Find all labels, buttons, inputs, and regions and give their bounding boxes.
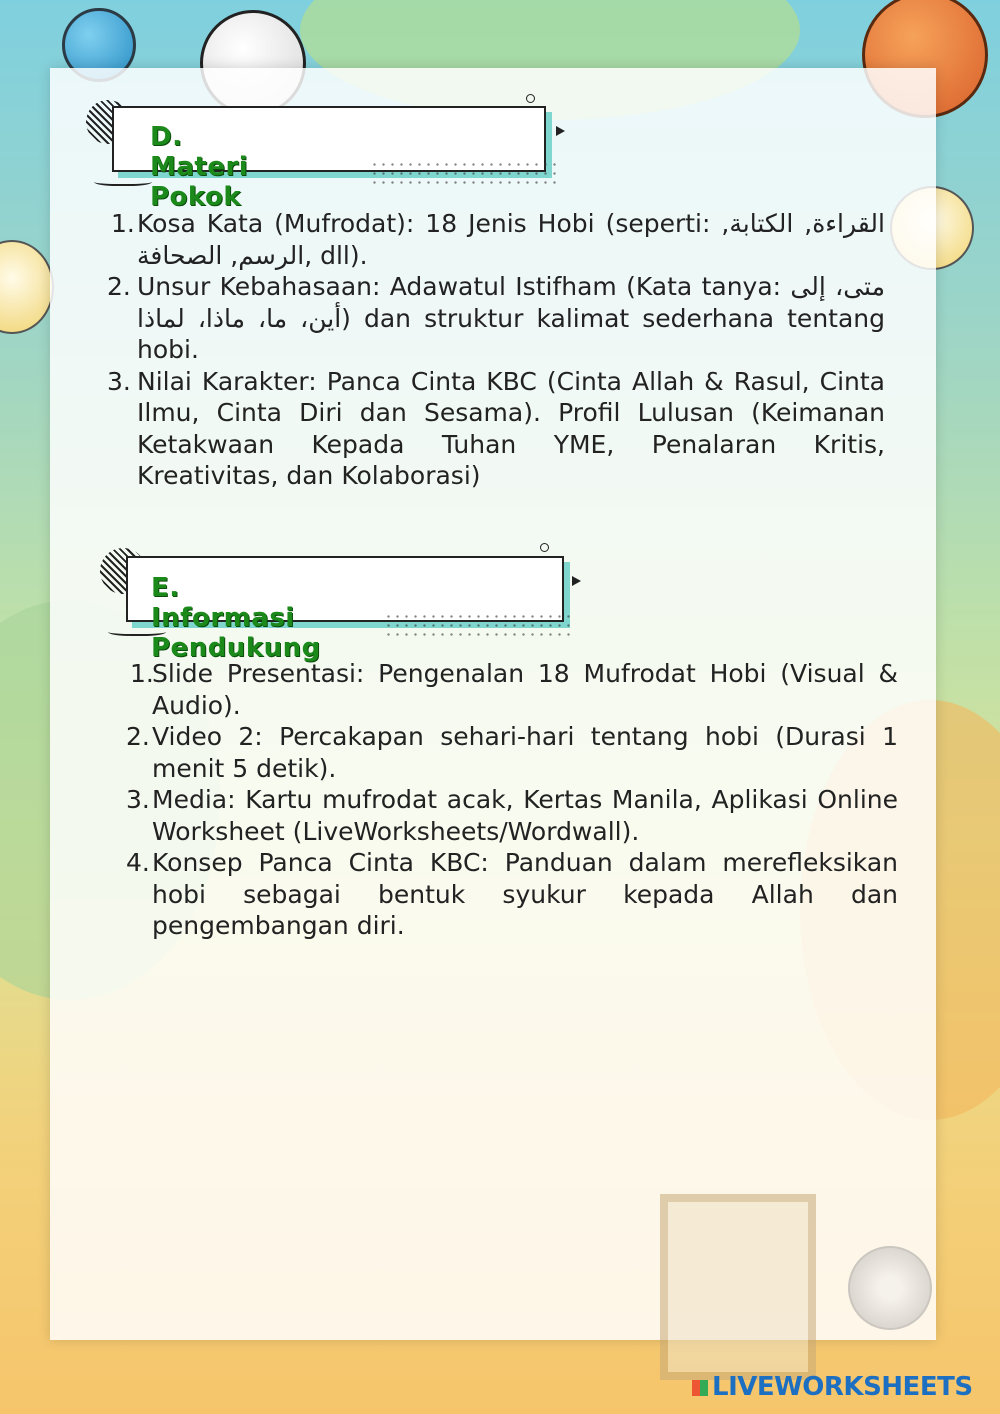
list-item-number: 3. <box>107 366 131 396</box>
list-item-text: Konsep Panca Cinta KBC: Panduan dalam merefleksikan hobi sebagai bentuk syukur kepada Allah dan pengembangan diri. <box>152 848 898 940</box>
list-item <box>126 847 898 942</box>
dot-pattern-decoration <box>384 612 574 636</box>
list-item <box>126 784 898 847</box>
squiggle-decoration <box>108 626 166 636</box>
squiggle-decoration <box>94 176 152 186</box>
list-item <box>107 271 885 366</box>
footer-brand: LIVEWORKSHEETS <box>712 1372 973 1402</box>
liveworksheets-mark-icon <box>692 1380 708 1396</box>
film-reel-icon <box>848 1246 932 1330</box>
section-d-list <box>107 208 885 492</box>
list-item-text: Unsur Kebahasaan: Adawatul Istifham (Kata tanya: متى، إلى أين، ما، ماذا، لماذا) dan struktur kalimat sederhana tentang hobi. <box>137 272 885 364</box>
ring-decoration <box>540 543 549 552</box>
list-item-number: 1. <box>130 659 154 688</box>
section-d-title: D. Materi Pokok <box>150 122 249 212</box>
list-item-text: Slide Presentasi: Pengenalan 18 Mufrodat Hobi (Visual & Audio). <box>152 659 898 720</box>
section-e-list <box>126 658 898 942</box>
picture-frame-icon <box>660 1194 816 1380</box>
list-item-text: Video 2: Percakapan sehari-hari tentang hobi (Durasi 1 menit 5 detik). <box>152 722 898 783</box>
triangle-decoration <box>572 576 581 586</box>
list-item <box>107 366 885 492</box>
list-item <box>130 658 898 721</box>
triangle-decoration <box>556 126 565 136</box>
list-item-text: Media: Kartu mufrodat acak, Kertas Manila, Aplikasi Online Worksheet (LiveWorksheets/Wordwall). <box>152 785 898 846</box>
list-item-number: 3. <box>126 785 150 814</box>
list-item <box>126 721 898 784</box>
list-item-number: 2. <box>107 272 131 301</box>
list-item-text: Kosa Kata (Mufrodat): 18 Jenis Hobi (seperti: القراءة, الكتابة, الرسم, الصحافة, dll). <box>137 209 885 270</box>
list-item-number: 4. <box>126 848 150 877</box>
list-item <box>111 208 885 271</box>
list-item-text: Nilai Karakter: Panca Cinta KBC (Cinta Allah & Rasul, Cinta Ilmu, Cinta Diri dan Sesama). Profil Lulusan (Keimanan Ketakwaan Kepada Tuhan YME, Penalaran Kritis, Kreativitas, dan Kolaborasi) <box>137 366 885 490</box>
list-item-number: 1. <box>111 209 135 238</box>
list-item-number: 2. <box>126 722 150 751</box>
ring-decoration <box>526 94 535 103</box>
section-e-title: E. Informasi Pendukung <box>151 573 321 663</box>
dot-pattern-decoration <box>370 160 560 184</box>
liveworksheets-logo[interactable] <box>692 1372 973 1402</box>
